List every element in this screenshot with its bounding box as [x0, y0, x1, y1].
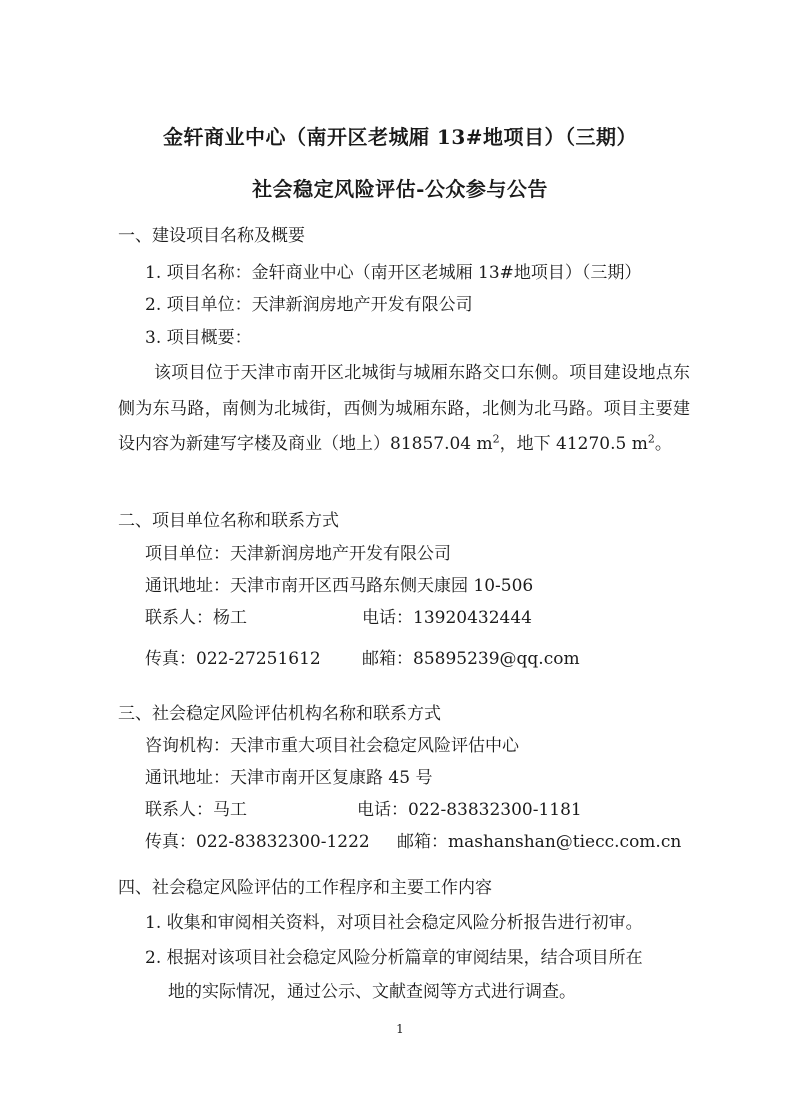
agency-contact-person: 联系人：马工: [145, 800, 247, 820]
agency-fax: 传真：022-83832300-1222: [145, 832, 370, 852]
project-summary-text: 该项目位于天津市南开区北城街与城厢东路交口东侧。项目建设地点东侧为东马路，南侧为北城街，西侧为城厢东路，北侧为北马路。项目主要建设内容为新建写字楼及商业（地上）81857.04 m: [118, 363, 690, 454]
project-unit: 项目单位：天津新润房地产开发有限公司: [145, 544, 451, 564]
section3-heading: 三、社会稳定风险评估机构名称和联系方式: [118, 704, 441, 724]
section4-item2-line2: 地的实际情况，通过公示、文献查阅等方式进行调查。: [168, 982, 576, 1002]
agency-address: 通讯地址：天津市南开区复康路 45 号: [145, 768, 433, 788]
area-superscript-2: 2: [647, 432, 655, 446]
section2-heading: 二、项目单位名称和联系方式: [118, 511, 339, 531]
project-summary-text-end: 。: [654, 434, 672, 454]
project-summary-paragraph: [118, 356, 690, 463]
area-superscript-1: 2: [492, 432, 500, 446]
agency-phone: 电话：022-83832300-1181: [357, 800, 582, 820]
agency-name: 咨询机构：天津市重大项目社会稳定风险评估中心: [145, 736, 519, 756]
project-summary-text-mid: ，地下 41270.5 m: [499, 434, 648, 454]
document-subtitle: 社会稳定风险评估-公众参与公告: [252, 177, 548, 201]
project-phone: 电话：13920432444: [362, 608, 532, 628]
project-address: 通讯地址：天津市南开区西马路东侧天康园 10-506: [145, 576, 534, 596]
section1-heading: 一、建设项目名称及概要: [118, 226, 305, 246]
section1-item1: 1. 项目名称：金轩商业中心（南开区老城厢 13#地项目）（三期）: [145, 263, 642, 283]
project-email: 邮箱：85895239@qq.com: [362, 649, 580, 669]
document-title: 金轩商业中心（南开区老城厢 13#地项目）（三期）: [162, 125, 638, 149]
project-contact-person: 联系人：杨工: [145, 608, 247, 628]
page-number: 1: [396, 1022, 404, 1036]
project-fax: 传真：022-27251612: [145, 649, 321, 669]
agency-email: 邮箱：mashanshan@tiecc.com.cn: [397, 832, 682, 852]
section4-item2-line1: 2. 根据对该项目社会稳定风险分析篇章的审阅结果，结合项目所在: [145, 948, 643, 968]
section1-item3: 3. 项目概要：: [145, 328, 252, 348]
section1-item2: 2. 项目单位：天津新润房地产开发有限公司: [145, 295, 473, 315]
section4-item1: 1. 收集和审阅相关资料，对项目社会稳定风险分析报告进行初审。: [145, 913, 643, 933]
section4-heading: 四、社会稳定风险评估的工作程序和主要工作内容: [118, 878, 492, 898]
